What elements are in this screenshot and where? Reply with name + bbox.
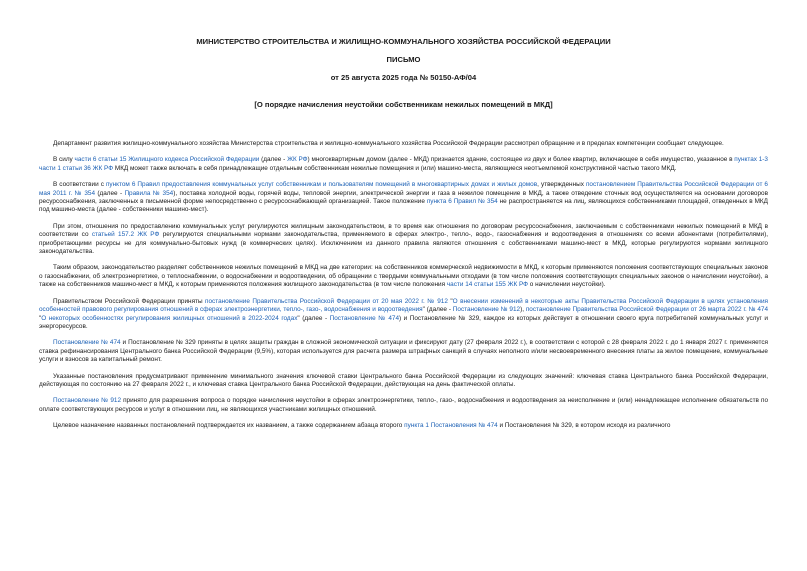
link-postanovlenie-912[interactable]: Постановление № 912	[452, 306, 521, 314]
paragraph-key-rate: Указанные постановления предусматривают применение минимального значения ключевой ставки Центрального банка Российской Федерации из следующих значений: ключевая ставка Центрального банка Российской Федерации, действующая по состоянию на 27 февраля 2022 г., и ключевая ставка Центрального банка Российской Федерации, действующая на день фактической оплаты.	[39, 372, 768, 388]
link-postanovlenie-474-b[interactable]: Постановление № 474	[53, 339, 121, 347]
paragraph-mkd-definition: В силу части 6 статьи 15 Жилищного кодекса Российской Федерации (далее - ЖК РФ) многоквартирным домом (далее - МКД) признается здание, состоящее из двух и более квартир, включающее в себя имущество, указанное в пунктах 1-3 части 1 статьи 36 ЖК РФ МКД может также включать в себя принадлежащие отдельным собственникам нежилые помещения и (или) машино-места, являющиеся неотъемлемой конструктивной частью такого МКД.	[39, 156, 768, 172]
paragraph-government-decrees: Правительством Российской Федерации приняты постановление Правительства Российской Федерации от 20 мая 2022 г. № 912 "О внесении изменений в некоторые акты Правительства Российской Федерации в целях установления особенностей правового регулирования отношений в сферах электроэнергетики, тепло-, газо-, водоснабжения и водоотведения" (далее - Постановление № 912), постановление Правительства Российской Федерации от 26 марта 2022 г. № 474 "О некоторых особенностях регулирования жилищных отношений в 2022-2024 годах" (далее - Постановление № 474) и Постановление № 329, каждое из которых действует в отношении своего круга потребителей коммунальных услуг и энергоресурсов.	[39, 297, 769, 330]
link-rules-354-point-6[interactable]: пункта 6 Правил № 354	[426, 198, 498, 206]
paragraph-intro: Департамент развития жилищно-коммунального хозяйства Министерства строительства и жилищно-коммунального хозяйства Российской Федерации рассмотрел обращение и в пределах компетенции сообщает следующее.	[53, 140, 724, 147]
paragraph-two-categories: Таким образом, законодательство разделяет собственников нежилых помещений в МКД на две категории: на собственников коммерческой недвижимости в МКД, к которым применяются положения соответствующих специальных законов о газоснабжении, об электроэнергетике, о теплоснабжении, о водоснабжении и водоотведении, об обращении с твердыми коммунальными отходами (в том числе положения соответствующих специальных законов о начислении неустойки), а также на собственников машино-мест в МКД, к которым применяются положения жилищного законодательства (в том числе положения части 14 статьи 155 ЖК РФ о начислении неустойки).	[39, 264, 768, 289]
link-decree-354[interactable]: постановлением Правительства Российской Федерации от 6 мая 2011 г. № 354	[39, 181, 768, 197]
paragraph-target-purpose: Целевое назначение названных постановлений подтверждается их названием, а также содержанием абзаца второго пункта 1 Постановления № 474 и Постановления № 329, в котором исходя из различного	[53, 422, 671, 430]
link-postanovlenie-474[interactable]: Постановление № 474	[329, 314, 400, 322]
paragraph-rules-354: В соответствии с пунктом 6 Правил предоставления коммунальных услуг собственникам и пользователям помещений в многоквартирных домах и жилых домов, утвержденных постановлением Правительства Российской Федерации от 6 мая 2011 г. № 354 (далее - Правила № 354), поставка холодной воды, горячей воды, тепловой энергии, электрической энергии и газа в нежилое помещение в МКД, а также отведение сточных вод осуществляется на основании договоров ресурсоснабжения, заключенных в письменной форме непосредственно с ресурсоснабжающей организацией. Такое положение пункта 6 Правил № 354 не распространяется на лиц, являющихся собственниками площадей, отведенных в МКД под машино-места (далее - собственники машино-мест).	[39, 181, 768, 214]
link-decree-912[interactable]: постановление Правительства Российской Федерации от 20 мая 2022 г. № 912	[205, 297, 448, 305]
link-rules-354[interactable]: Правила № 354	[124, 189, 174, 197]
link-zhk-article-36[interactable]: пунктах 1-3 части 1 статьи 36 ЖК РФ	[39, 156, 768, 172]
link-decree-912-title[interactable]: О внесении изменений в некоторые акты Правительства Российской Федерации в целях установления особенностей правового регулирования отношений в сферах электроэнергетики, тепло-, газо-, водоснабжения и водоотведения	[39, 297, 768, 314]
link-zhk-rf[interactable]: ЖК РФ	[287, 156, 308, 164]
link-zhk-article-157-2[interactable]: статьей 157.2 ЖК РФ	[91, 231, 160, 239]
link-postanovlenie-474-point-1[interactable]: пункта 1 Постановления № 474	[404, 422, 498, 430]
document-body	[39, 140, 768, 431]
document-type: ПИСЬМО	[386, 55, 421, 64]
link-decree-474-title[interactable]: О некоторых особенностях регулирования жилищных отношений в 2022-2024 годах	[41, 314, 298, 322]
paragraph-decree-474-329: Постановление № 474 и Постановление № 329 приняты в целях защиты граждан в сложной экономической ситуации и фиксируют дату (27 февраля 2022 г.), в соответствии с которой с 28 февраля 2022 г. до 1 января 2027 г. применяется ставка рефинансирования Центрального банка Российской Федерации (9,5%), которая используется для расчета размера штрафных санкций в случаях неполного и/или несвоевременного внесения платы за жилое помещение, коммунальные услуги и взносов за капитальный ремонт.	[39, 339, 769, 364]
paragraph-decree-912: Постановление № 912 принято для разрешения вопроса о порядке начисления неустойки в сферах электроэнергетики, тепло-, газо-, водоснабжения и водоотведения за неисполнение и (или) ненадлежащее исполнение обязательств по оплате соответствующих ресурсов и услуг в отношении лиц, не являющихся участниками жилищных отношений.	[39, 397, 768, 413]
link-postanovlenie-912-b[interactable]: Постановление № 912	[53, 397, 122, 405]
document-date-number: от 25 августа 2025 года № 50150-АФ/04	[330, 73, 477, 82]
paragraph-resource-supply: При этом, отношения по предоставлению коммунальных услуг регулируются жилищным законодательством, в то время как отношения по договорам ресурсоснабжения, заключаемым с собственниками нежилых помещений в МКД в соответствии со статьей 157.2 ЖК РФ регулируются специальными нормами законодательства, применяемого в сферах электро-, тепло-, водо-, газоснабжения и водоотведения в отношениях со всеми абонентами (потребителями), приобретающими ресурсы не для коммунально-бытовых нужд (в коммерческих целях). Исключением из данного правила являются отношения с собственниками машино-мест в МКД, которые регулируются нормами жилищного законодательства.	[39, 222, 769, 256]
link-decree-474[interactable]: постановление Правительства Российской Федерации от 26 марта 2022 г. № 474	[525, 306, 769, 314]
document-subject: [О порядке начисления неустойки собственникам нежилых помещений в МКД]	[254, 100, 553, 109]
link-rules-point-6[interactable]: пунктом 6 Правил предоставления коммунальных услуг собственникам и пользователям помещений в многоквартирных домах и жилых домов	[105, 181, 538, 189]
link-zhk-article-15[interactable]: части 6 статьи 15 Жилищного кодекса Российской Федерации	[74, 156, 260, 164]
ministry-title: МИНИСТЕРСТВО СТРОИТЕЛЬСТВА И ЖИЛИЩНО-КОММУНАЛЬНОГО ХОЗЯЙСТВА РОССИЙСКОЙ ФЕДЕРАЦИИ	[196, 37, 611, 46]
link-zhk-article-155[interactable]: части 14 статьи 155 ЖК РФ	[446, 281, 529, 289]
